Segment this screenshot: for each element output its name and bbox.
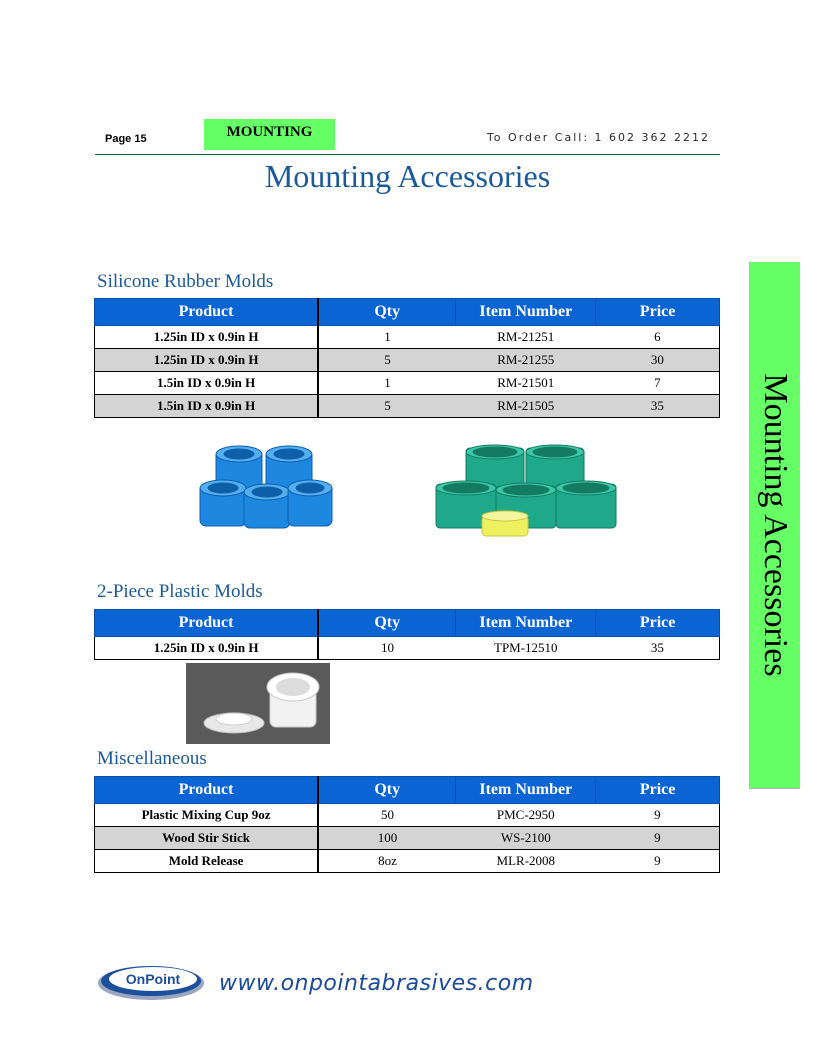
column-header-item-number: Item Number [456,777,596,804]
side-tab [749,262,800,789]
website-url[interactable]: www.onpointabrasives.com [219,971,534,996]
column-header-qty: Qty [318,610,456,637]
page-title: Mounting Accessories [264,158,551,194]
table-row [95,372,720,395]
price-cell: 35 [596,637,720,660]
column-header-product: Product [95,777,319,804]
price-cell: 9 [596,804,720,827]
qty-cell: 100 [318,827,456,850]
product-cell: 1.25in ID x 0.9in H [95,349,319,372]
column-header-item-number: Item Number [456,299,596,326]
blue-silicone-molds-image [196,444,336,530]
qty-cell: 1 [318,372,456,395]
product-cell: 1.25in ID x 0.9in H [95,637,319,660]
section-title-plastic: 2-Piece Plastic Molds [97,581,263,602]
table-row [95,395,720,418]
item-number-cell: PMC-2950 [456,804,596,827]
table-plastic-molds [94,609,720,660]
logo-text: OnPoint [125,971,181,987]
table-row [95,349,720,372]
price-cell: 7 [596,372,720,395]
order-phone: To Order Call: 1 602 362 2212 [486,131,710,144]
item-number-cell: WS-2100 [456,827,596,850]
table-silicone-molds [94,298,720,418]
header-divider [95,154,720,155]
plastic-molds-image [186,663,330,744]
item-number-cell: RM-21501 [456,372,596,395]
product-cell: Plastic Mixing Cup 9oz [95,804,319,827]
product-cell: Mold Release [95,850,319,873]
qty-cell: 5 [318,349,456,372]
category-tag: MOUNTING [204,119,335,150]
qty-cell: 10 [318,637,456,660]
qty-cell: 50 [318,804,456,827]
price-cell: 30 [596,349,720,372]
page-number: Page 15 [105,133,147,145]
qty-cell: 1 [318,326,456,349]
item-number-cell: MLR-2008 [456,850,596,873]
table-row [95,827,720,850]
price-cell: 9 [596,850,720,873]
column-header-item-number: Item Number [456,610,596,637]
column-header-price: Price [596,299,720,326]
product-cell: 1.25in ID x 0.9in H [95,326,319,349]
qty-cell: 8oz [318,850,456,873]
price-cell: 35 [596,395,720,418]
table-row [95,850,720,873]
onpoint-logo [96,962,206,1002]
price-cell: 6 [596,326,720,349]
product-cell: Wood Stir Stick [95,827,319,850]
product-cell: 1.5in ID x 0.9in H [95,395,319,418]
side-tab-label: Mounting Accessories [757,373,794,677]
column-header-product: Product [95,610,319,637]
column-header-price: Price [596,777,720,804]
table-row [95,804,720,827]
section-title-silicone: Silicone Rubber Molds [97,271,274,292]
column-header-price: Price [596,610,720,637]
qty-cell: 5 [318,395,456,418]
table-row [95,637,720,660]
item-number-cell: RM-21505 [456,395,596,418]
price-cell: 9 [596,827,720,850]
table-miscellaneous [94,776,720,873]
table-row [95,326,720,349]
green-silicone-molds-image [434,444,618,542]
column-header-qty: Qty [318,299,456,326]
item-number-cell: RM-21251 [456,326,596,349]
section-title-misc: Miscellaneous [97,748,207,769]
product-cell: 1.5in ID x 0.9in H [95,372,319,395]
column-header-qty: Qty [318,777,456,804]
item-number-cell: TPM-12510 [456,637,596,660]
item-number-cell: RM-21255 [456,349,596,372]
column-header-product: Product [95,299,319,326]
